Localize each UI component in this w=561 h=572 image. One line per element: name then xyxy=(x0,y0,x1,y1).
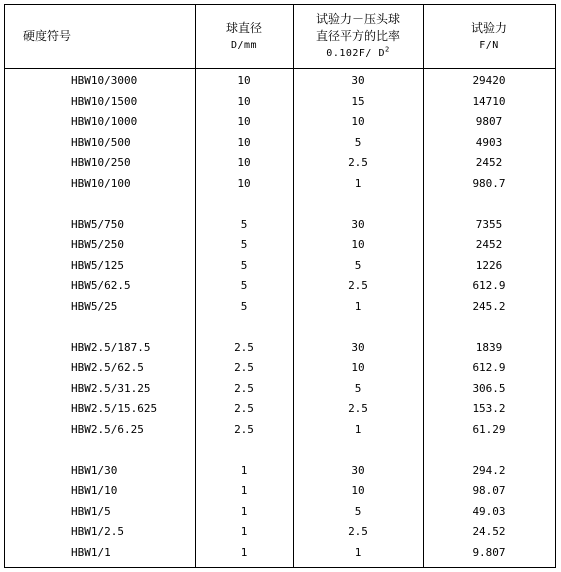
table-row xyxy=(5,522,555,543)
cell-ball-diameter: 10 xyxy=(237,176,251,190)
cell-ball-diameter: 1 xyxy=(240,484,248,497)
cell-test-force: 306.5 xyxy=(472,381,506,395)
cell-force-ratio: 1 xyxy=(354,422,362,436)
cell-hardness-symbol: HBW5/25 xyxy=(71,299,118,313)
cell-test-force: 61.29 xyxy=(472,422,506,436)
header-formula xyxy=(326,45,389,62)
cell-force-ratio: 2.5 xyxy=(348,402,368,415)
header-ball-diameter xyxy=(195,5,293,68)
cell-force-ratio: 5 xyxy=(354,381,362,395)
table-row xyxy=(5,461,555,482)
cell-ball-diameter: 5 xyxy=(240,299,248,313)
cell-hardness-symbol: HBW2.5/6.25 xyxy=(71,422,144,436)
cell-test-force: 4903 xyxy=(475,135,503,149)
cell-ball-diameter: 5 xyxy=(240,217,248,231)
cell-test-force: 98.07 xyxy=(472,484,506,497)
cell-ball-diameter: 5 xyxy=(240,279,248,292)
header-unit: D/mm xyxy=(230,39,258,51)
cell-force-ratio: 5 xyxy=(354,135,362,149)
cell-hardness-symbol: HBW1/1 xyxy=(71,545,111,559)
header-label: 试验力 xyxy=(470,20,507,35)
cell-force-ratio: 30 xyxy=(351,217,365,231)
cell-force-ratio: 2.5 xyxy=(348,279,368,292)
header-divider xyxy=(5,68,555,69)
cell-force-ratio: 2.5 xyxy=(348,525,368,538)
table-row xyxy=(5,543,555,564)
cell-hardness-symbol: HBW1/5 xyxy=(71,504,111,518)
table-row xyxy=(5,420,555,441)
cell-force-ratio: 5 xyxy=(354,258,362,272)
cell-force-ratio: 1 xyxy=(354,299,362,313)
cell-test-force: 24.52 xyxy=(472,525,506,538)
cell-ball-diameter: 1 xyxy=(240,525,248,538)
cell-force-ratio: 5 xyxy=(354,504,362,518)
cell-force-ratio: 10 xyxy=(351,115,365,128)
table-row xyxy=(5,133,555,154)
cell-ball-diameter: 10 xyxy=(237,156,251,169)
table-row xyxy=(5,153,555,174)
cell-ball-diameter: 1 xyxy=(240,463,248,477)
table-row xyxy=(5,215,555,236)
hardness-table xyxy=(4,4,556,568)
table-row xyxy=(5,276,555,297)
cell-hardness-symbol: HBW5/125 xyxy=(71,258,124,272)
cell-test-force: 49.03 xyxy=(472,504,506,518)
cell-ball-diameter: 5 xyxy=(240,238,248,251)
cell-ball-diameter: 2.5 xyxy=(234,340,254,354)
cell-hardness-symbol: HBW1/10 xyxy=(71,484,118,497)
cell-ball-diameter: 1 xyxy=(240,504,248,518)
cell-test-force: 7355 xyxy=(475,217,503,231)
cell-force-ratio: 30 xyxy=(351,340,365,354)
cell-hardness-symbol: HBW10/3000 xyxy=(71,74,138,87)
cell-hardness-symbol: HBW5/250 xyxy=(71,238,124,251)
cell-hardness-symbol: HBW10/100 xyxy=(71,176,131,190)
header-unit: F/N xyxy=(479,39,499,51)
cell-hardness-symbol: HBW5/750 xyxy=(71,217,124,231)
cell-ball-diameter: 5 xyxy=(240,258,248,272)
cell-hardness-symbol: HBW2.5/31.25 xyxy=(71,381,151,395)
table-row xyxy=(5,481,555,502)
cell-force-ratio: 15 xyxy=(351,94,365,108)
cell-ball-diameter: 2.5 xyxy=(234,381,254,395)
cell-hardness-symbol: HBW10/250 xyxy=(71,156,131,169)
cell-force-ratio: 10 xyxy=(351,484,365,497)
header-force-ratio xyxy=(293,5,423,68)
cell-hardness-symbol: HBW2.5/62.5 xyxy=(71,361,144,374)
cell-test-force: 2452 xyxy=(475,238,503,251)
cell-test-force: 9807 xyxy=(475,115,503,128)
cell-test-force: 1226 xyxy=(475,258,503,272)
header-label: 试验力－压头球 xyxy=(315,12,400,26)
table-row xyxy=(5,235,555,256)
cell-test-force: 153.2 xyxy=(472,402,506,415)
header-test-force xyxy=(423,5,555,68)
formula-superscript: 2 xyxy=(384,45,390,54)
table-row xyxy=(5,399,555,420)
cell-ball-diameter: 2.5 xyxy=(234,422,254,436)
cell-hardness-symbol: HBW10/1500 xyxy=(71,94,138,108)
cell-force-ratio: 30 xyxy=(351,74,365,87)
cell-hardness-symbol: HBW5/62.5 xyxy=(71,279,131,292)
table-row xyxy=(5,71,555,92)
header-label: 直径平方的比率 xyxy=(315,29,400,43)
table-row xyxy=(5,358,555,379)
table-row xyxy=(5,174,555,195)
table-row xyxy=(5,297,555,318)
cell-hardness-symbol: HBW10/1000 xyxy=(71,115,138,128)
cell-test-force: 9.807 xyxy=(472,545,506,559)
cell-force-ratio: 30 xyxy=(351,463,365,477)
table-row xyxy=(5,92,555,113)
table-row xyxy=(5,502,555,523)
cell-test-force: 2452 xyxy=(475,156,503,169)
cell-hardness-symbol: HBW2.5/187.5 xyxy=(71,340,151,354)
cell-test-force: 29420 xyxy=(472,74,506,87)
cell-test-force: 14710 xyxy=(472,94,506,108)
header-label: 硬度符号 xyxy=(23,29,72,43)
formula-text: 0.102F/ D xyxy=(326,48,385,59)
cell-force-ratio: 1 xyxy=(354,545,362,559)
cell-force-ratio: 2.5 xyxy=(348,156,368,169)
cell-test-force: 612.9 xyxy=(472,361,506,374)
cell-ball-diameter: 1 xyxy=(240,545,248,559)
cell-force-ratio: 1 xyxy=(354,176,362,190)
table-row xyxy=(5,338,555,359)
cell-test-force: 1839 xyxy=(475,340,503,354)
cell-ball-diameter: 10 xyxy=(237,115,251,128)
cell-test-force: 294.2 xyxy=(472,463,506,477)
cell-force-ratio: 10 xyxy=(351,238,365,251)
cell-ball-diameter: 2.5 xyxy=(234,402,254,415)
cell-hardness-symbol: HBW2.5/15.625 xyxy=(71,402,158,415)
table-row xyxy=(5,112,555,133)
header-label: 球直径 xyxy=(225,20,262,35)
cell-ball-diameter: 10 xyxy=(237,135,251,149)
cell-hardness-symbol: HBW10/500 xyxy=(71,135,131,149)
cell-hardness-symbol: HBW1/2.5 xyxy=(71,525,124,538)
cell-hardness-symbol: HBW1/30 xyxy=(71,463,118,477)
cell-ball-diameter: 10 xyxy=(237,94,251,108)
table-row xyxy=(5,379,555,400)
cell-test-force: 612.9 xyxy=(472,279,506,292)
cell-ball-diameter: 10 xyxy=(237,74,251,87)
header-hardness-symbol xyxy=(5,5,195,68)
cell-ball-diameter: 2.5 xyxy=(234,361,254,374)
cell-force-ratio: 10 xyxy=(351,361,365,374)
cell-test-force: 245.2 xyxy=(472,299,506,313)
table-row xyxy=(5,256,555,277)
cell-test-force: 980.7 xyxy=(472,176,506,190)
